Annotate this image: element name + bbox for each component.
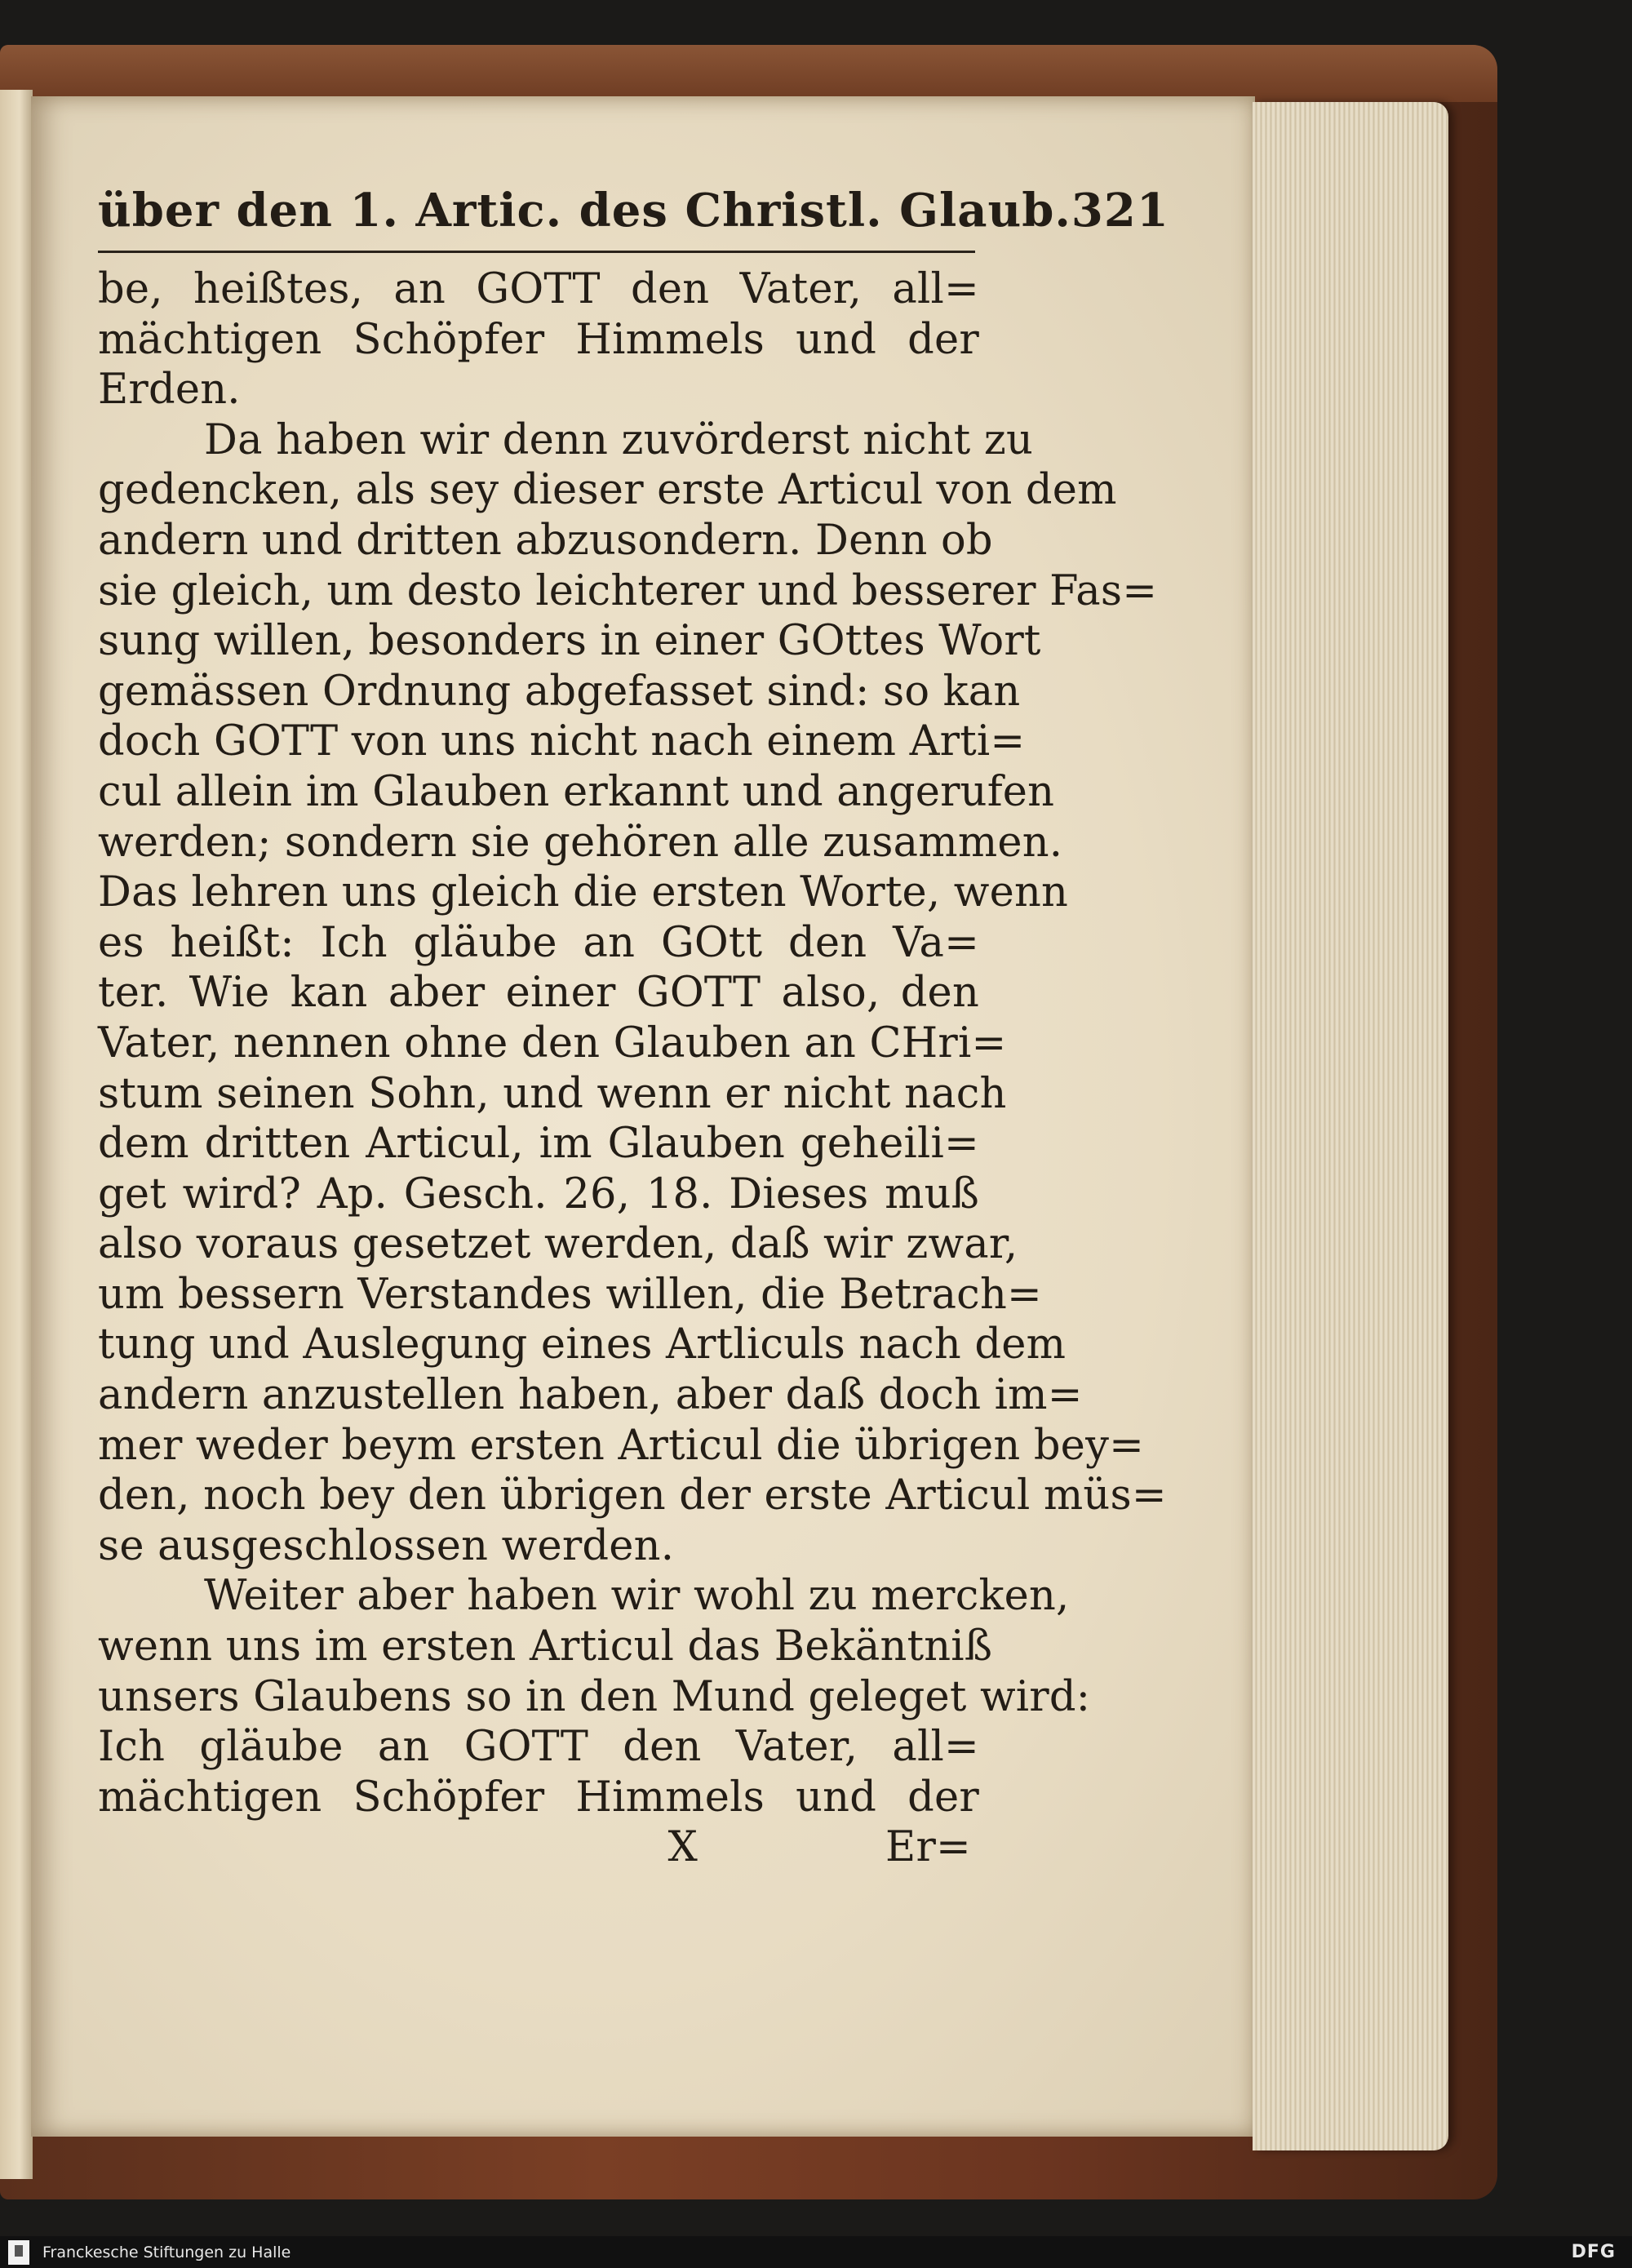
text-line: den, noch bey den übrigen der erste Articul müs= (98, 1471, 1167, 1520)
text-line: Ich gläube an GOTT den Vater, all= (98, 1723, 979, 1772)
text-line: be, heißtes, an GOTT den Vater, all= (98, 265, 979, 313)
page-text (98, 184, 1169, 1873)
text-line: unsers Glaubens so in den Mund geleget wird: (98, 1672, 1091, 1721)
institution-logo-icon (8, 2240, 29, 2265)
text-line: tung und Auslegung eines Artliculs nach dem (98, 1320, 1067, 1369)
page-header (98, 184, 1169, 249)
left-page-edge (0, 90, 33, 2179)
footer-institution (0, 2240, 290, 2265)
text-line: um bessern Verstandes willen, die Betrach= (98, 1270, 1042, 1319)
text-line: Das lehren uns gleich die ersten Worte, wenn (98, 868, 1069, 917)
text-line: mer weder beym ersten Articul die übrigen bey= (98, 1421, 1145, 1470)
text-line: cul allein im Glauben erkannt und angerufen (98, 767, 1055, 816)
book-cover-top-edge (0, 45, 1497, 102)
text-line: andern anzustellen haben, aber daß doch im= (98, 1371, 1083, 1420)
text-line: Erden. (98, 366, 241, 415)
text-line: es heißt: Ich gläube an GOtt den Va= (98, 918, 979, 967)
text-line: mächtigen Schöpfer Himmels und der (98, 315, 979, 364)
text-line: mächtigen Schöpfer Himmels und der (98, 1773, 979, 1822)
text-line: andern und dritten abzusondern. Denn ob (98, 516, 993, 565)
text-line: sung willen, besonders in einer GOttes Wort (98, 617, 1041, 666)
institution-name: Franckesche Stiftungen zu Halle (42, 2243, 291, 2261)
text-line: also voraus gesetzet werden, daß wir zwar, (98, 1220, 1018, 1269)
text-line: gedencken, als sey dieser erste Articul von dem (98, 466, 1117, 515)
text-line: se ausgeschlossen werden. (98, 1521, 675, 1570)
text-line: stum seinen Sohn, und wenn er nicht nach (98, 1069, 1007, 1118)
text-line: get wird? Ap. Gesch. 26, 18. Dieses muß (98, 1170, 979, 1218)
running-head: über den 1. Artic. des Christl. Glaub. (98, 184, 1071, 237)
dfg-logo: DFG (1571, 2242, 1616, 2262)
text-line: Vater, nennen ohne den Glauben an CHri= (98, 1019, 1007, 1067)
page-number: 321 (1071, 184, 1169, 237)
text-line: wenn uns im ersten Articul das Bekäntniß (98, 1622, 993, 1671)
page-foot (98, 1822, 979, 1873)
text-line: gemässen Ordnung abgefasset sind: so kan (98, 667, 1021, 716)
page-edges (1253, 102, 1448, 2150)
catchword: Er= (885, 1823, 971, 1872)
header-rule (98, 251, 975, 253)
text-line: Da haben wir denn zuvörderst nicht zu (204, 415, 1034, 464)
text-line: werden; sondern sie gehören alle zusammen. (98, 818, 1063, 867)
text-line: ter. Wie kan aber einer GOTT also, den (98, 969, 979, 1018)
text-line: dem dritten Articul, im Glauben geheili= (98, 1120, 979, 1169)
text-line: sie gleich, um desto leichterer und besserer Fas= (98, 566, 1158, 615)
text-line: doch GOTT von uns nicht nach einem Arti= (98, 717, 1026, 766)
viewer-footer (0, 2236, 1632, 2268)
text-line: Weiter aber haben wir wohl zu mercken, (204, 1572, 1070, 1621)
signature-mark: X (667, 1823, 698, 1872)
